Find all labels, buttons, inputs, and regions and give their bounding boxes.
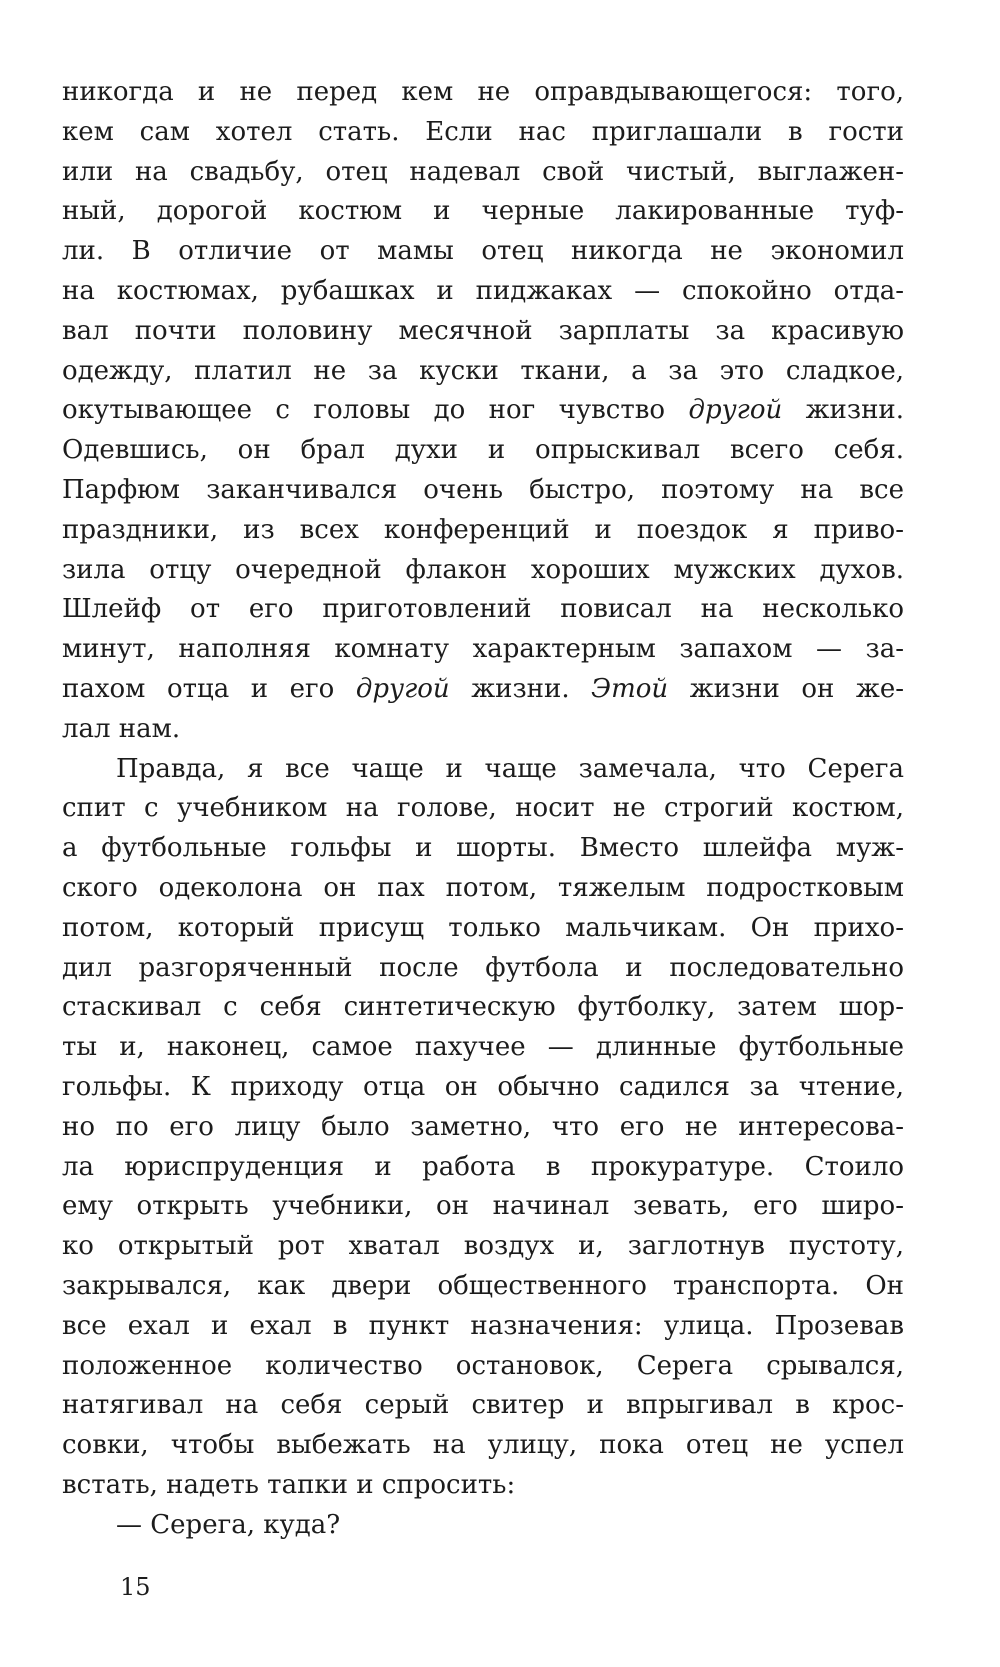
text-run: жизни он же- <box>668 673 904 704</box>
text-run: лал нам. <box>62 713 181 744</box>
text-line <box>62 1466 904 1506</box>
text-run: дил разгоряченный после футбола и последовательно <box>62 952 904 983</box>
text-line <box>62 511 904 551</box>
text-run: а футбольные гольфы и шорты. Вместо шлейфа муж- <box>62 833 904 864</box>
text-run: положенное количество остановок, Серега срывался, <box>62 1350 904 1381</box>
text-line <box>62 909 904 949</box>
text-run: минут, наполняя комнату характерным запахом — за- <box>62 634 904 665</box>
text-run: ты и, наконец, самое пахучее — длинные футбольные <box>62 1032 904 1063</box>
text-line <box>62 750 904 790</box>
text-run: праздники, из всех конференций и поездок я приво- <box>62 514 904 545</box>
text-line <box>62 113 904 153</box>
text-run: окутывающее с головы до ног чувство <box>62 395 689 426</box>
text-line <box>62 1267 904 1307</box>
text-line <box>62 1187 904 1227</box>
page-number: 15 <box>120 1573 151 1601</box>
text-run: Правда, я все чаще и чаще замечала, что Серега <box>116 753 904 784</box>
text-run: жизни. <box>782 395 904 426</box>
text-run: одежду, платил не за куски ткани, а за это сладкое, <box>62 355 904 386</box>
text-run: или на свадьбу, отец надевал свой чистый, выглажен- <box>62 156 904 187</box>
italic-word: другой <box>355 673 450 704</box>
text-run: потом, который присущ только мальчикам. Он прихо- <box>62 912 904 943</box>
text-line <box>62 312 904 352</box>
text-line <box>62 1506 904 1546</box>
text-run: ли. В отличие от мамы отец никогда не экономил <box>62 236 904 267</box>
text-run: жизни. <box>449 673 592 704</box>
text-run: гольфы. К приходу отца он обычно садился за чтение, <box>62 1071 904 1102</box>
text-run: но по его лицу было заметно, что его не интересова- <box>62 1111 904 1142</box>
text-run: ему открыть учебники, он начинал зевать, его широ- <box>62 1191 904 1222</box>
text-line <box>62 431 904 471</box>
text-run: Шлейф от его приготовлений повисал на несколько <box>62 594 904 625</box>
text-line <box>62 391 904 431</box>
text-run: закрывался, как двери общественного транспорта. Он <box>62 1270 904 1301</box>
text-line <box>62 153 904 193</box>
text-line <box>62 949 904 989</box>
text-line <box>62 1347 904 1387</box>
text-run: кем сам хотел стать. Если нас приглашали в гости <box>62 116 904 147</box>
text-run: никогда и не перед кем не оправдывающегося: того, <box>62 77 904 107</box>
text-run: натягивал на себя серый свитер и впрыгивал в крос- <box>62 1390 904 1421</box>
text-line <box>62 869 904 909</box>
text-run: спит с учебником на голове, носит не строгий костюм, <box>62 793 904 824</box>
text-line <box>62 670 904 710</box>
text-line <box>62 1068 904 1108</box>
text-line <box>62 789 904 829</box>
text-line <box>62 988 904 1028</box>
text-line <box>62 471 904 511</box>
italic-word: Этой <box>591 673 669 704</box>
text-line <box>62 352 904 392</box>
text-line <box>62 1108 904 1148</box>
text-run: ского одеколона он пах потом, тяжелым подростковым <box>62 872 904 903</box>
text-run: встать, надеть тапки и спросить: <box>62 1469 516 1500</box>
text-run: — Серега, куда? <box>116 1509 341 1540</box>
text-line <box>62 1386 904 1426</box>
text-run: ла юриспруденция и работа в прокуратуре. Стоило <box>62 1151 904 1182</box>
text-run: вал почти половину месячной зарплаты за красивую <box>62 315 904 346</box>
text-line <box>62 590 904 630</box>
text-run: Парфюм заканчивался очень быстро, поэтому на все <box>62 474 904 505</box>
text-run: ный, дорогой костюм и черные лакированные туф- <box>62 196 904 227</box>
text-line <box>62 192 904 232</box>
text-run: ко открытый рот хватал воздух и, заглотнув пустоту, <box>62 1231 904 1262</box>
text-line <box>62 1307 904 1347</box>
text-line <box>62 232 904 272</box>
text-run: пахом отца и его <box>62 673 356 704</box>
text-run: на костюмах, рубашках и пиджаках — спокойно отда- <box>62 275 904 306</box>
text-run: Одевшись, он брал духи и опрыскивал всего себя. <box>62 435 904 466</box>
text-line <box>62 272 904 312</box>
text-line <box>62 1227 904 1267</box>
text-line <box>62 710 904 750</box>
book-page-text <box>62 73 904 1545</box>
text-line <box>62 829 904 869</box>
text-line <box>62 1028 904 1068</box>
text-line <box>62 73 904 113</box>
text-line <box>62 630 904 670</box>
text-run: все ехал и ехал в пункт назначения: улица. Прозевав <box>62 1310 904 1341</box>
text-line <box>62 1426 904 1466</box>
text-line <box>62 551 904 591</box>
text-line <box>62 1148 904 1188</box>
text-run: совки, чтобы выбежать на улицу, пока отец не успел <box>62 1430 904 1461</box>
italic-word: другой <box>688 395 783 426</box>
text-run: зила отцу очередной флакон хороших мужских духов. <box>62 554 904 585</box>
text-run: стаскивал с себя синтетическую футболку, затем шор- <box>62 992 904 1023</box>
